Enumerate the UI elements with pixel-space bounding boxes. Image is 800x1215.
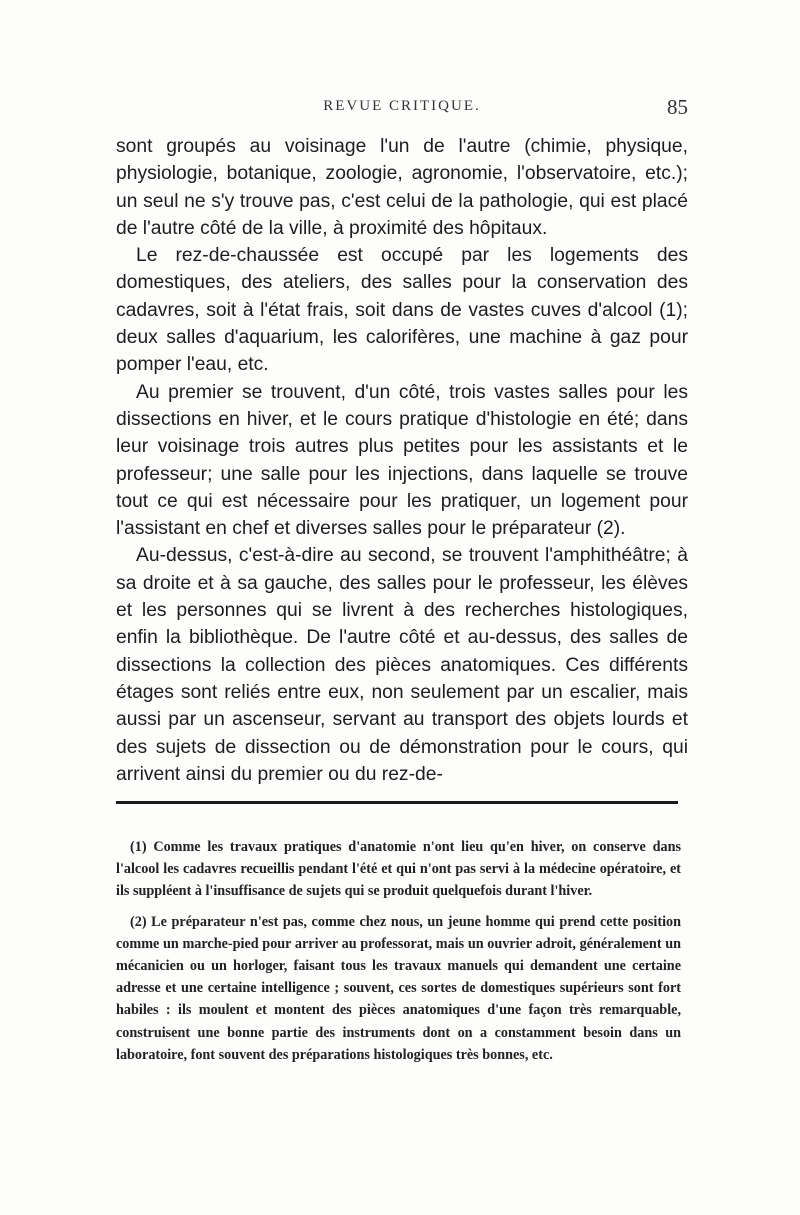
paragraph: Au-dessus, c'est-à-dire au second, se trouvent l'amphithéâtre; à sa droite et à sa gauche, des salles pour le professeur, les élèves et les personnes qui se livrent à des recherches histologiques, enfin la bibliothèque. De l'autre côté et au-dessus, des salles de dissections la collection des pièces anatomiques. Ces différents étages sont reliés entre eux, non seulement par un escalier, mais aussi par un ascenseur, servant au transport des objets lourds et des sujets de dissection ou de démonstration pour le cours, qui arrivent ainsi du premier ou du rez-de- <box>116 545 688 785</box>
page-number: 85 <box>667 95 688 119</box>
paragraph: sont groupés au voisinage l'un de l'autre (chimie, physique, physiologie, botanique, zoologie, agronomie, l'observatoire, etc.); un seul ne s'y trouve pas, c'est celui de la pathologie, qui est placé de l'autre côté de la ville, à proximité des hôpitaux. <box>116 136 688 239</box>
footnote-separator <box>116 801 678 804</box>
footnote: (1) Comme les travaux pratiques d'anatomie n'ont lieu qu'en hiver, on conserve dans l'alcool les cadavres recueillis pendant l'été et qui n'ont pas servi à la médecine opératoire, et ils suppléent à l'insuffisance de sujets qui se produit quelquefois durant l'hiver. <box>116 839 681 900</box>
paragraph: Au premier se trouvent, d'un côté, trois vastes salles pour les dissections en hiver, et le cours pratique d'histologie en été; dans leur voisinage trois autres plus petites pour les assistants et le professeur; une salle pour les injections, dans laquelle se trouve tout ce qui est nécessaire pour les pratiquer, un logement pour l'assistant en chef et diverses salles pour le préparateur (2). <box>116 381 688 540</box>
paragraph: Le rez-de-chaussée est occupé par les logements des domestiques, des ateliers, des salles pour la conservation des cadavres, soit à l'état frais, soit dans de vastes cuves d'alcool (1); deux salles d'aquarium, les calorifères, une machine à gaz pour pomper l'eau, etc. <box>116 245 688 376</box>
footnote: (2) Le préparateur n'est pas, comme chez nous, un jeune homme qui prend cette position comme un marche-pied pour arriver au professorat, mais un ouvrier adroit, généralement un mécanicien ou un horloger, faisant tous les travaux manuels qui demandent une certaine adresse et une certaine intelligence ; souvent, ces sortes de domestiques supérieurs sont fort habiles : ils moulent et montent des pièces anatomiques d'une façon très remarquable, construisent une bonne partie des instruments dont on a constamment besoin dans un laboratoire, font souvent des préparations histologiques très bonnes, etc. <box>116 913 681 1063</box>
running-title: REVUE CRITIQUE. <box>323 98 481 114</box>
page-header <box>116 95 688 126</box>
footnotes <box>116 836 681 1066</box>
main-text <box>116 133 688 788</box>
